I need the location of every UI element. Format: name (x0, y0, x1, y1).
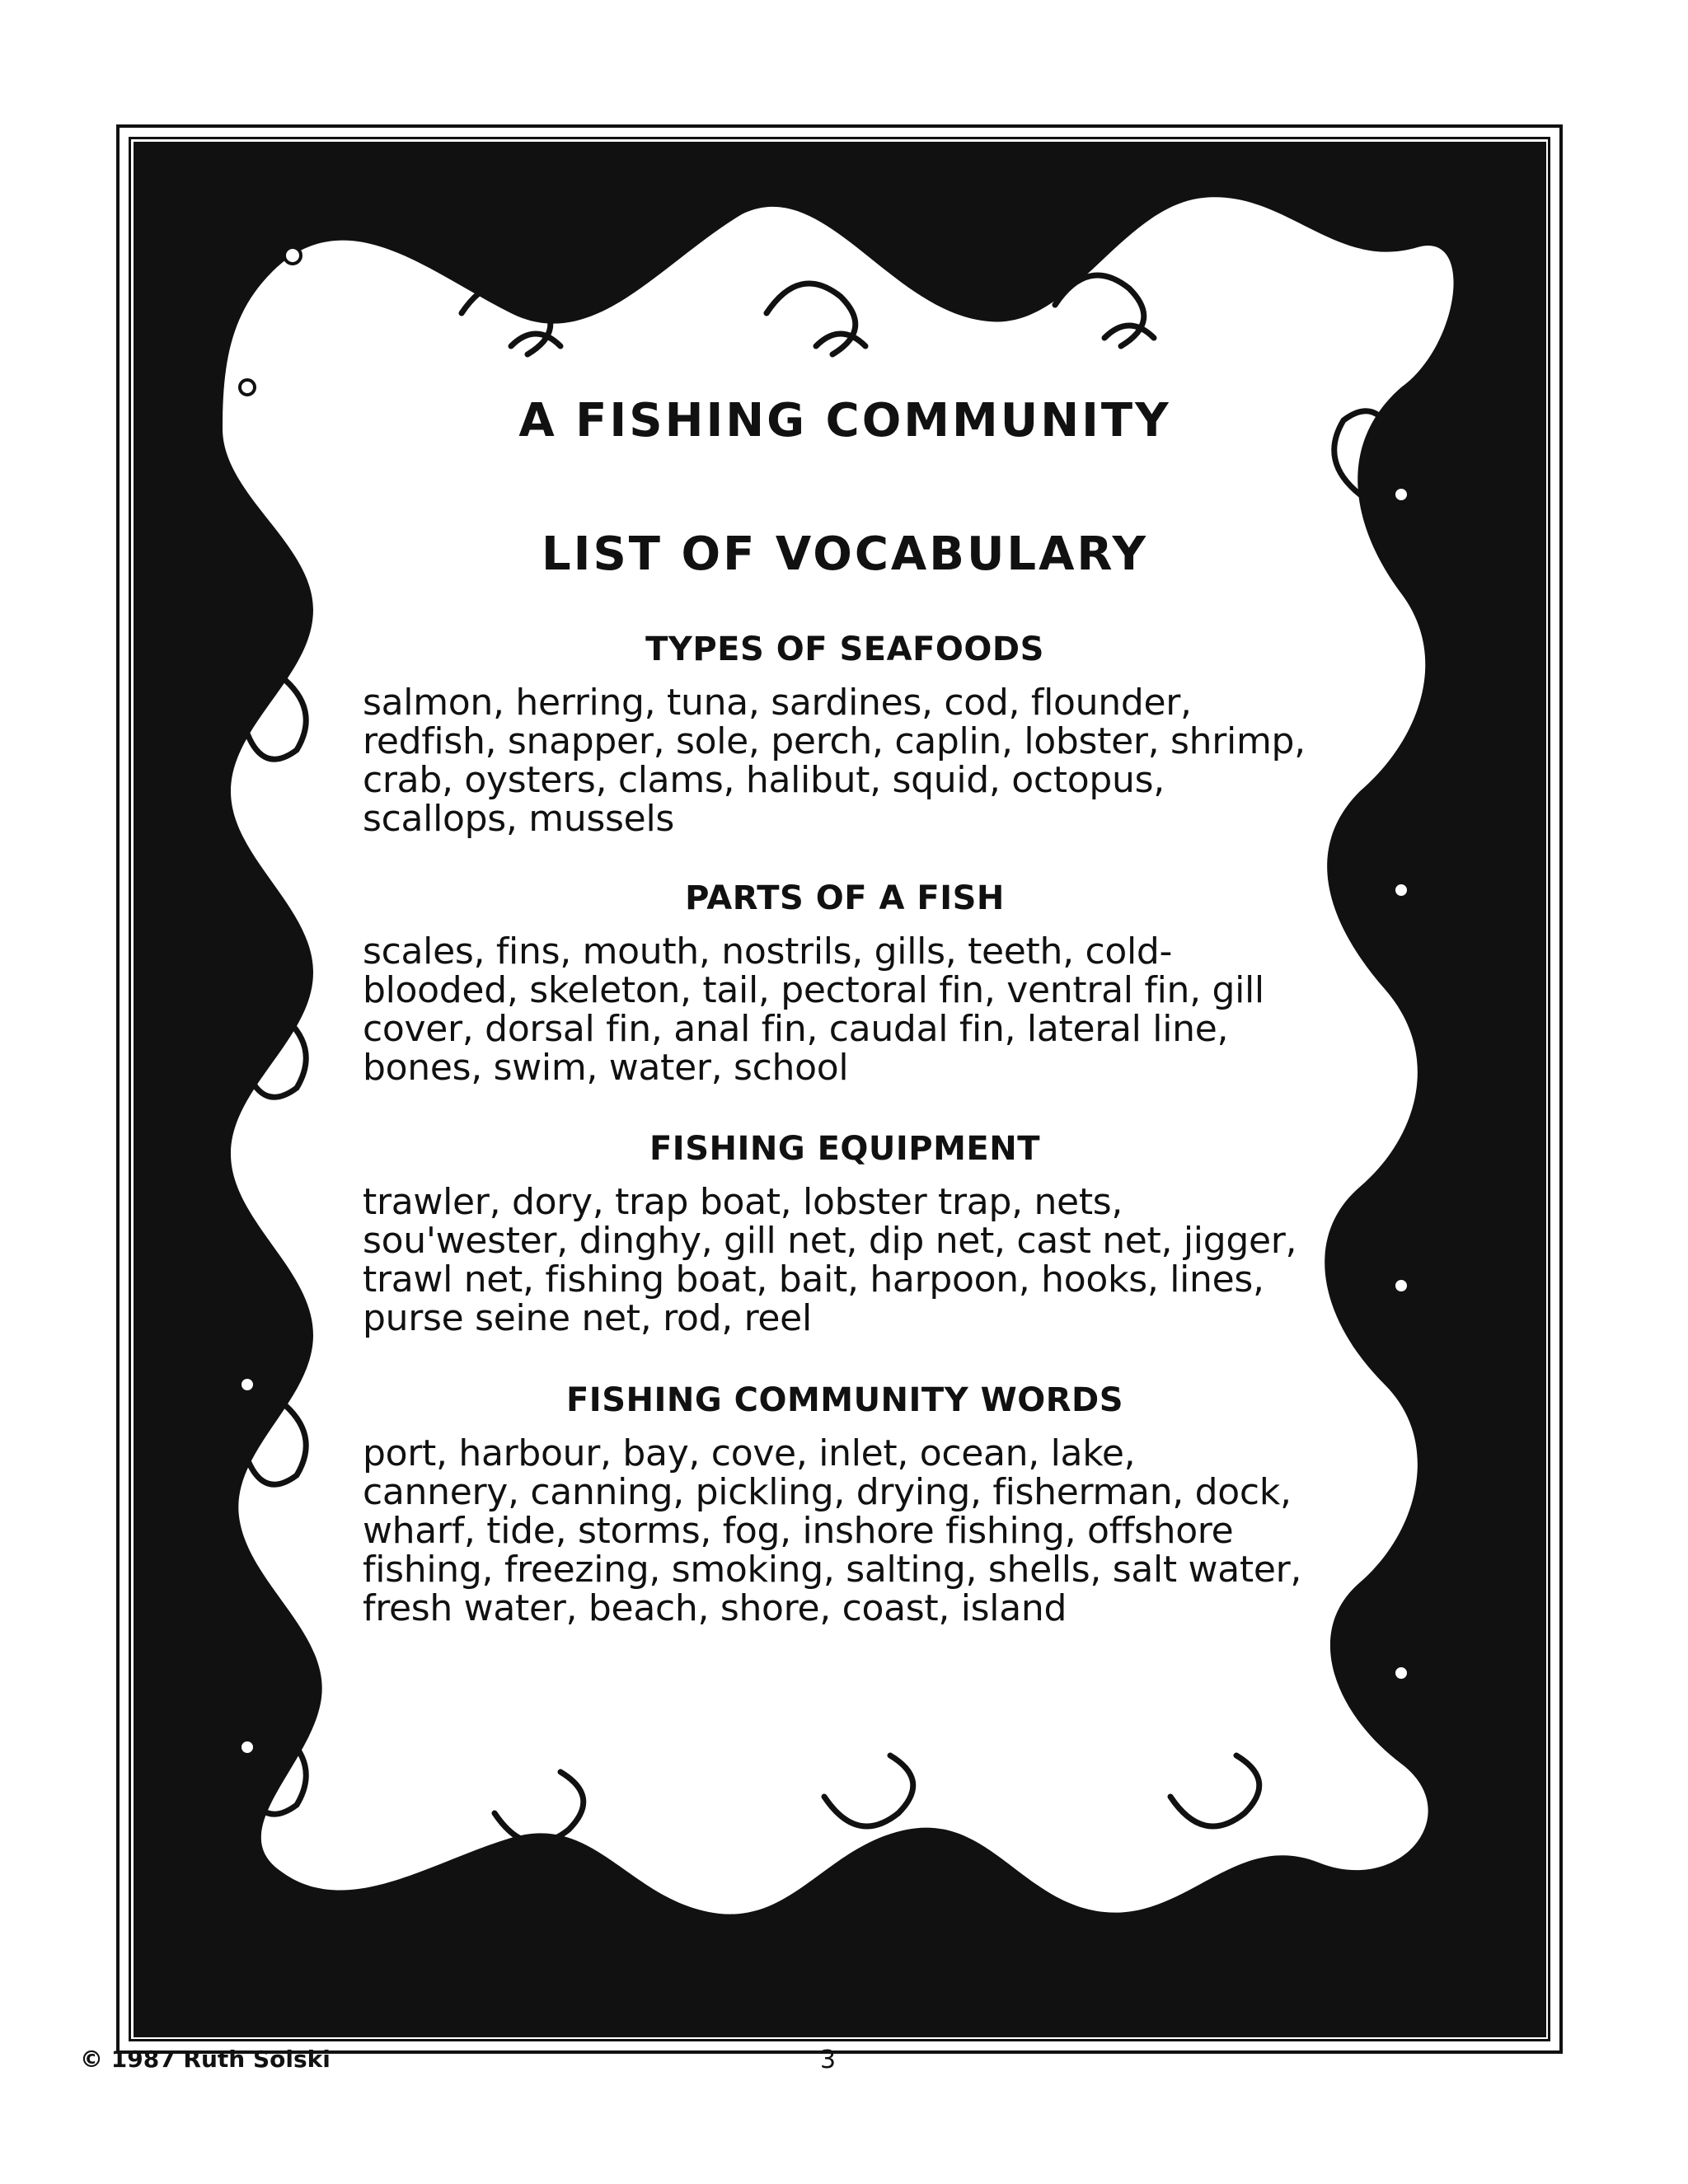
section-heading: FISHING EQUIPMENT (649, 1130, 1040, 1168)
page-title: A FISHING COMMUNITY (518, 394, 1171, 448)
vocabulary-line: scallops, mussels (363, 798, 674, 840)
vocabulary-list (363, 1434, 1352, 1628)
section-fishing-equipment (363, 1130, 1352, 1338)
vocabulary-line: bones, swim, water, school (363, 1047, 849, 1089)
section-community-words (363, 1381, 1352, 1628)
vocabulary-line: cannery, canning, pickling, drying, fisherman, dock, (363, 1471, 1292, 1513)
copyright-notice: © 1987 Ruth Solski (80, 2046, 331, 2073)
vocabulary-line: cover, dorsal fin, anal fin, caudal fin, lateral line, (363, 1008, 1229, 1050)
vocabulary-list (363, 683, 1352, 838)
vocabulary-list (363, 1183, 1352, 1338)
vocabulary-line: sou'wester, dinghy, gill net, dip net, cast net, jigger, (363, 1220, 1297, 1262)
page-number: 3 (820, 2046, 837, 2074)
section-heading: PARTS OF A FISH (685, 879, 1005, 917)
vocabulary-line: redfish, snapper, sole, perch, caplin, lobster, shrimp, (363, 720, 1306, 762)
vocabulary-line: trawl net, fishing boat, bait, harpoon, hooks, lines, (363, 1258, 1264, 1301)
section-parts-of-fish (363, 879, 1352, 1087)
vocabulary-line: crab, oysters, clams, halibut, squid, octopus, (363, 759, 1165, 801)
vocabulary-line: trawler, dory, trap boat, lobster trap, nets, (363, 1181, 1123, 1223)
section-seafoods (363, 630, 1352, 838)
vocabulary-line: fresh water, beach, shore, coast, island (363, 1587, 1067, 1629)
vocabulary-line: wharf, tide, storms, fog, inshore fishing, offshore (363, 1510, 1234, 1552)
section-heading: TYPES OF SEAFOODS (645, 630, 1044, 668)
section-heading: FISHING COMMUNITY WORDS (565, 1381, 1124, 1419)
vocabulary-line: port, harbour, bay, cove, inlet, ocean, lake, (363, 1432, 1136, 1474)
vocabulary-line: salmon, herring, tuna, sardines, cod, flounder, (363, 682, 1192, 724)
vocabulary-line: blooded, skeleton, tail, pectoral fin, ventral fin, gill (363, 969, 1264, 1011)
vocabulary-line: scales, fins, mouth, nostrils, gills, teeth, cold- (363, 930, 1173, 972)
vocabulary-list (363, 932, 1352, 1087)
vocabulary-line: fishing, freezing, smoking, salting, shells, salt water, (363, 1549, 1302, 1591)
page-subtitle: LIST OF VOCABULARY (541, 527, 1149, 581)
vocabulary-line: purse seine net, rod, reel (363, 1297, 812, 1339)
